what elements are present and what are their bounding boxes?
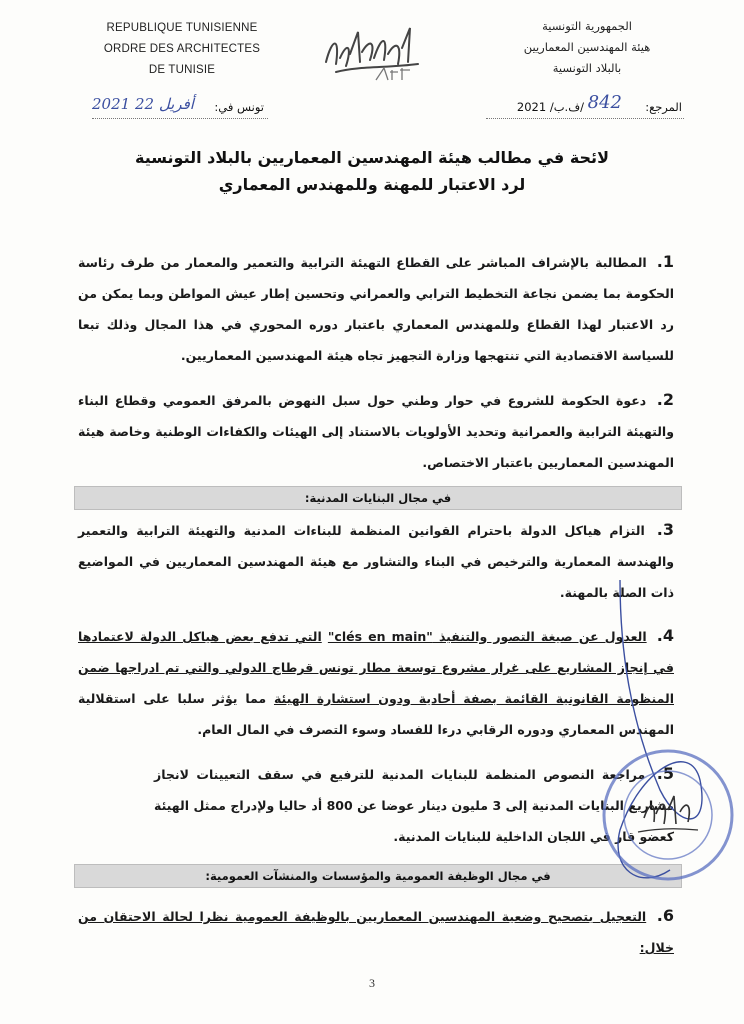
title-line2: لرد الاعتبار للمهنة وللمهندس المعماري — [218, 175, 526, 194]
date-field — [92, 94, 268, 119]
header-ar-line1: الجمهورية التونسية — [542, 19, 632, 33]
section-heading-public: في مجال الوظيفة العمومية والمؤسسات والمنشآت العمومية: — [74, 864, 682, 888]
date-label: تونس في: — [214, 100, 264, 114]
item-number: 4. — [656, 626, 674, 645]
item-text-part2: التي تدفع بعض هياكل الدولة لاعتمادها في إنجاز المشاريع على غرار مشروع توسعة مطار تونس قرطاج الدولي والتي تم ادراجها ضمن المنظومة القانونية القائمة بصفة أحادية ودون استشارة الهيئة — [78, 629, 674, 706]
reference-label: المرجع: — [645, 100, 682, 114]
header-arabic — [502, 16, 672, 79]
official-stamp — [598, 740, 738, 890]
item-number: 5. — [656, 764, 674, 783]
header-ar-line3: بالبلاد التونسية — [552, 61, 622, 75]
header-french — [92, 18, 272, 81]
item-text: مراجعة النصوص المنظمة للبنايات المدنية للترفيع في سقف التعيينات لانجاز مشاريع البنايات المدنية إلى 3 مليون دينار عوضا عن 800 أد حاليا ولإدراج ممثل الهيئة كعضو قار في اللجان الداخلية للبنايات المدنية. — [154, 767, 674, 844]
title-line1: لائحة في مطالب هيئة المهندسين المعماريين بالبلاد التونسية — [135, 148, 609, 167]
page-number: 3 — [369, 976, 375, 990]
item-text: دعوة الحكومة للشروع في حوار وطني حول سبل النهوض بالمرفق العمومي وقطاع البناء والتهيئة الترابية والعمرانية وتحديد الأولويات بالاستناد إلى الهيئات والكفاءات الوطنية وخاصة هيئة المهندسين المعماريين باعتبار الاختصاص. — [78, 393, 674, 470]
reference-suffix: /ف.ب/ 2021 — [516, 100, 584, 114]
item-number: 1. — [656, 252, 674, 271]
header-fr-line2: ORDRE DES ARCHITECTES — [103, 43, 261, 55]
reference-field — [486, 94, 684, 119]
list-item — [78, 246, 674, 371]
signature-top — [318, 18, 428, 88]
item-number: 3. — [656, 520, 674, 539]
item-text: المطالبة بالإشراف المباشر على القطاع التهيئة الترابية والتعمير والمعمار من طرف رئاسة الحكومة بما يضمن نجاعة التخطيط الترابي والعمراني وتحسين إطار عيش المواطن وبما يمكن من رد الاعتبار لهذا القطاع وللمهندس المعماري باعتبار دوره المحوري في هذا المجال وذلك تبعا للسياسة الاقتصادية التي تنتهجها وزارة التجهيز تجاه هيئة المهندسين المعماريين. — [78, 255, 674, 363]
list-item — [78, 384, 674, 478]
date-handwritten: 2021 أفريل 22 — [92, 95, 194, 113]
item-text-latin: "clés en main" — [327, 629, 433, 644]
item-text-part3: مما يؤثر سلبا على استقلالية المهندس المعماري ودوره الرقابي درءا للفساد وسوء التصرف في المال العام. — [78, 691, 674, 737]
section-heading-civil: في مجال البنايات المدنية: — [74, 486, 682, 510]
item-text: التزام هياكل الدولة باحترام القوانين المنظمة للبناءات المدنية والتهيئة الترابية والتعمير والهندسة المعمارية والترخيص في البناء والتشاور مع هيئة المهندسين المعماريين في المواضيع ذات الصلة بالمهنة. — [78, 523, 674, 600]
header-fr-line1: REPUBLIQUE TUNISIENNE — [106, 22, 258, 34]
item-text: التعجيل بتصحيح وضعية المهندسين المعماريين بالوظيفة العمومية نظرا لحالة الاحتقان من خلال: — [78, 909, 674, 955]
item-text-part1: العدول عن صيغة التصور والتنفيذ — [432, 629, 647, 644]
list-item — [78, 900, 674, 963]
item-number: 2. — [656, 390, 674, 409]
header-ar-line2: هيئة المهندسين المعماريين — [523, 40, 651, 54]
item-number: 6. — [656, 906, 675, 925]
header-fr-line3: DE TUNISIE — [148, 64, 216, 76]
reference-number: 842 — [587, 92, 622, 113]
